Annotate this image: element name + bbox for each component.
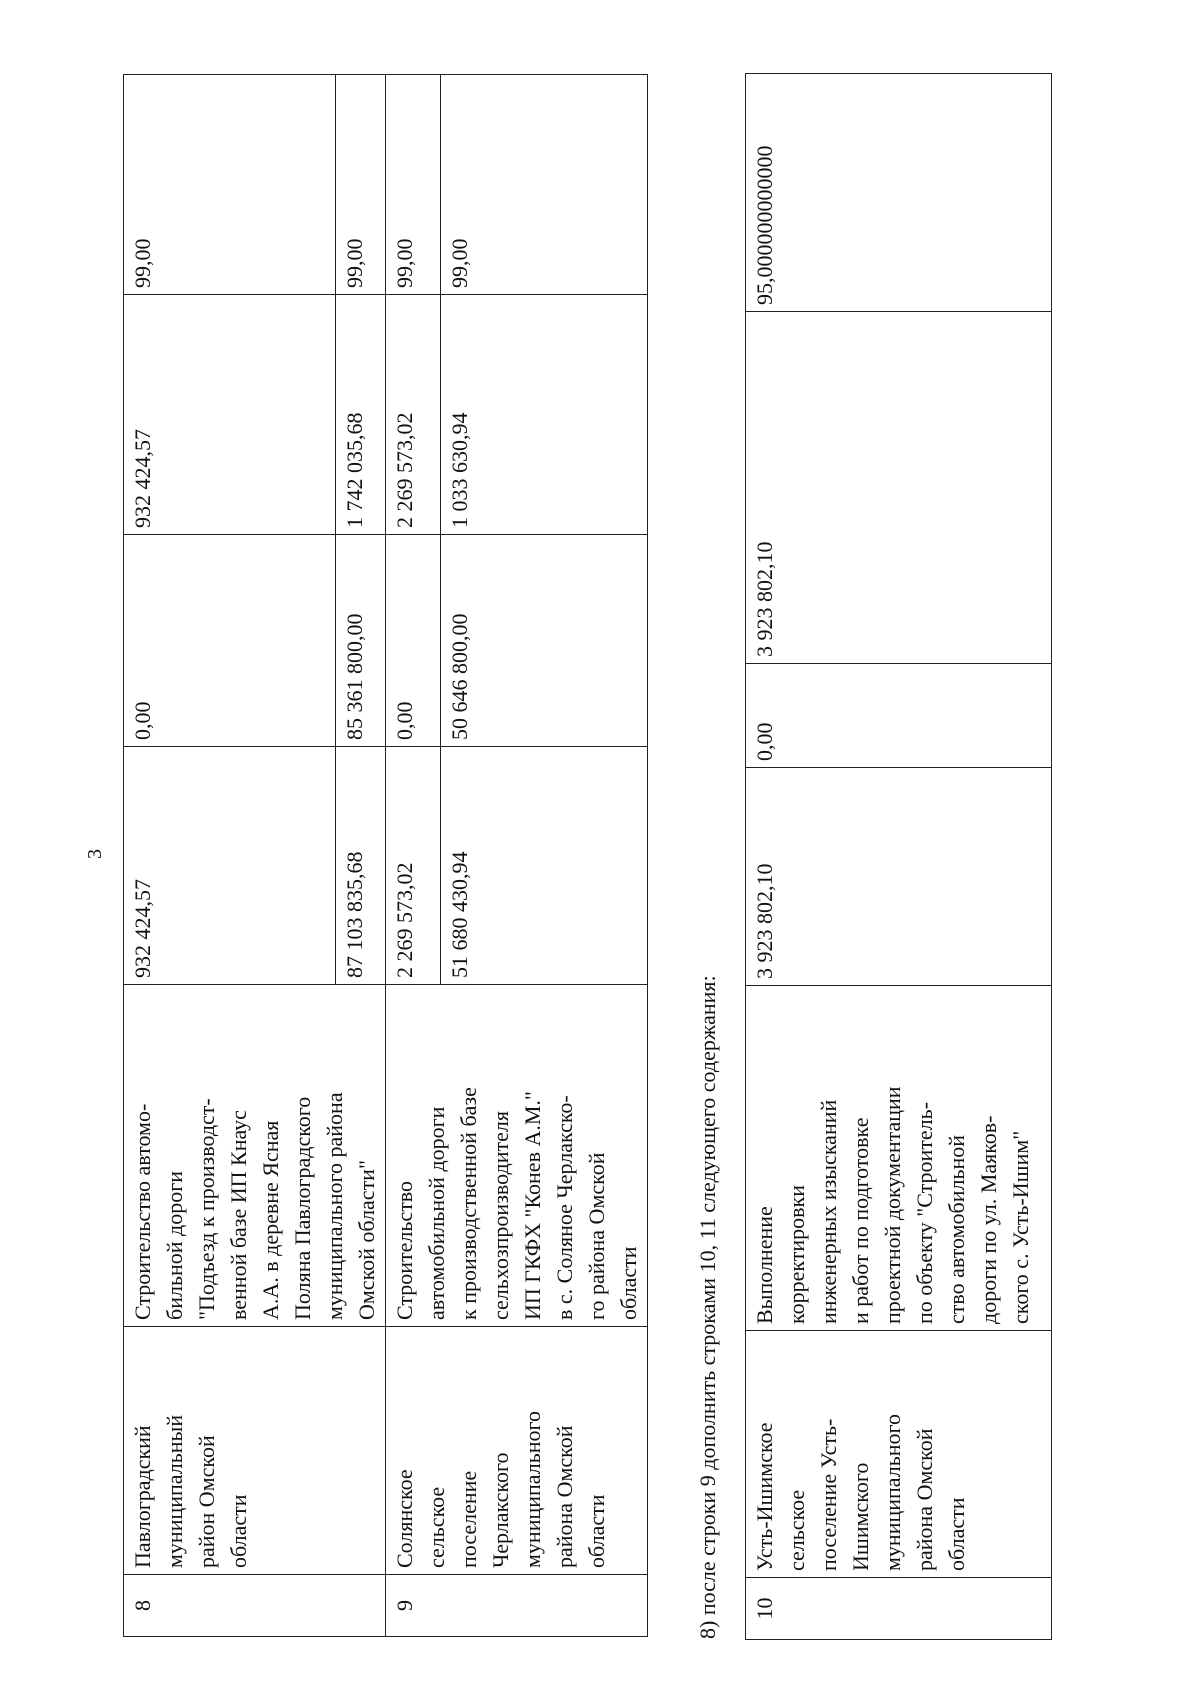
percent-cell: 99,00 xyxy=(124,75,336,295)
total-cell: 3 923 802,10 xyxy=(746,768,1052,986)
regional-cell: 1 033 630,94 xyxy=(440,295,647,535)
regional-cell: 2 269 573,02 xyxy=(386,295,441,535)
object-line: Строительство xyxy=(392,1180,417,1320)
object-cell xyxy=(124,985,386,1327)
recipient-cell xyxy=(386,1327,648,1575)
object-line: сельхозпроизводителя xyxy=(488,1111,513,1320)
object-line: к производственной базе xyxy=(456,1087,481,1320)
object-line: дороги по ул. Маяков- xyxy=(976,1115,1001,1324)
regional-cell: 932 424,57 xyxy=(124,295,336,535)
total-cell: 932 424,57 xyxy=(124,747,336,985)
table-row xyxy=(124,75,336,1637)
object-line: Строительство автомо- xyxy=(130,1103,155,1320)
recipient-line: области xyxy=(584,1494,609,1568)
row-number: 8 xyxy=(124,1575,386,1637)
recipient-line: района Омской xyxy=(552,1425,577,1568)
object-line: области xyxy=(616,1246,641,1320)
total-cell: 87 103 835,68 xyxy=(336,747,386,985)
recipient-line: муниципального xyxy=(880,1413,905,1571)
federal-cell: 85 361 800,00 xyxy=(336,535,386,747)
amendment-clause: 8) после строки 9 дополнить строками 10, 11 следующего содержания: xyxy=(695,975,720,1639)
object-line: Поляна Павлоградского xyxy=(290,1096,315,1320)
object-line: инженерных изысканий xyxy=(816,1099,841,1324)
recipient-line: район Омской xyxy=(194,1435,219,1568)
recipient-line: Ишимского xyxy=(848,1462,873,1571)
amount-cell: 3 923 802,10 xyxy=(746,312,1052,664)
object-line: проектной документации xyxy=(880,1086,905,1324)
federal-cell: 0,00 xyxy=(124,535,336,747)
recipient-line: Солянское xyxy=(392,1469,417,1568)
table-row xyxy=(746,74,1052,1640)
page-number: 3 xyxy=(84,849,106,859)
recipient-line: области xyxy=(226,1494,251,1568)
object-line: и работ по подготовке xyxy=(848,1117,873,1324)
object-cell xyxy=(386,985,648,1327)
recipient-cell xyxy=(124,1327,386,1575)
percent-cell: 95,000000000000 xyxy=(746,74,1052,312)
federal-cell: 0,00 xyxy=(386,535,441,747)
federal-cell: 50 646 800,00 xyxy=(440,535,647,747)
object-line: Омской области" xyxy=(354,1160,379,1320)
recipient-cell xyxy=(746,1331,1052,1578)
object-line: муниципального района xyxy=(322,1092,347,1320)
object-line: автомобильной дороги xyxy=(424,1106,449,1320)
object-line: "Подъезд к производст- xyxy=(194,1098,219,1320)
recipient-line: поселение xyxy=(456,1470,481,1568)
recipient-line: муниципальный xyxy=(162,1414,187,1568)
object-line: корректировки xyxy=(784,1185,809,1324)
object-line: ство автомобильной xyxy=(944,1134,969,1324)
percent-cell: 99,00 xyxy=(440,75,647,295)
regional-cell: 1 742 035,68 xyxy=(336,295,386,535)
row-number: 9 xyxy=(386,1575,648,1637)
object-cell xyxy=(746,986,1052,1331)
recipient-line: Усть-Ишимское xyxy=(752,1422,777,1571)
subsidy-table-continued xyxy=(123,74,648,1637)
object-line: го района Омской xyxy=(584,1152,609,1320)
recipient-line: сельское xyxy=(784,1489,809,1571)
recipient-line: Черлакского xyxy=(488,1452,513,1568)
recipient-line: поселение Усть- xyxy=(816,1418,841,1571)
total-cell: 2 269 573,02 xyxy=(386,747,441,985)
object-line: Выполнение xyxy=(752,1206,777,1324)
table-row xyxy=(386,75,441,1637)
row-number: 10 xyxy=(746,1578,1052,1640)
object-line: А.А. в деревне Ясная xyxy=(258,1120,283,1320)
object-line: в с. Соляное Черлакско- xyxy=(552,1095,577,1320)
recipient-line: муниципального xyxy=(520,1410,545,1568)
object-line: венной базе ИП Кнаус xyxy=(226,1110,251,1320)
amount-cell: 0,00 xyxy=(746,664,1052,768)
recipient-line: сельское xyxy=(424,1486,449,1568)
recipient-line: области xyxy=(944,1497,969,1571)
percent-cell: 99,00 xyxy=(336,75,386,295)
recipient-line: Павлоградский xyxy=(130,1425,155,1568)
percent-cell: 99,00 xyxy=(386,75,441,295)
subsidy-table-added-rows xyxy=(745,73,1052,1640)
object-line: ского с. Усть-Ишим" xyxy=(1008,1130,1033,1324)
recipient-line: района Омской xyxy=(912,1428,937,1571)
object-line: по объекту "Строитель- xyxy=(912,1101,937,1324)
total-cell: 51 680 430,94 xyxy=(440,747,647,985)
object-line: ИП ГКФХ "Конев А.М." xyxy=(520,1091,545,1320)
object-line: бильной дороги xyxy=(162,1170,187,1320)
